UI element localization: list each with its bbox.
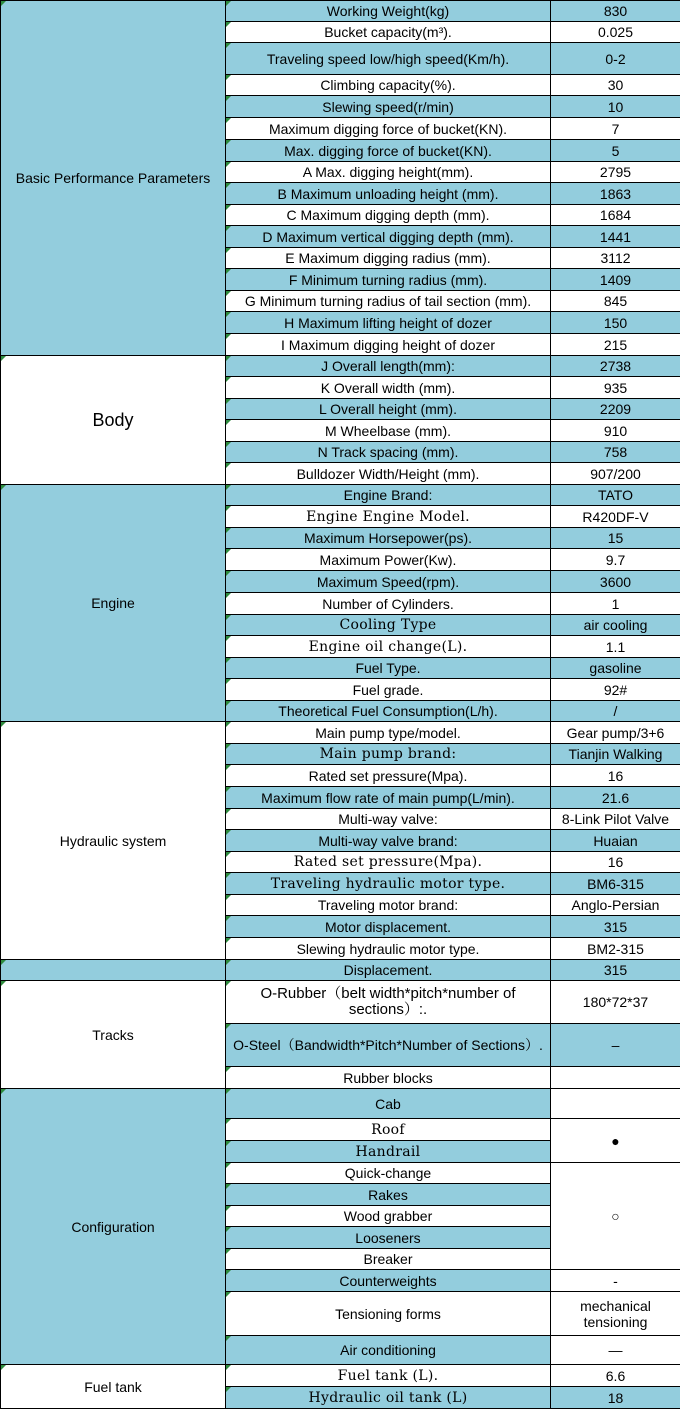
param-value: 845 [551, 291, 680, 312]
cell-corner-mark [226, 701, 231, 706]
param-value: Huaian [551, 830, 680, 852]
param-label: N Track spacing (mm). [226, 442, 551, 463]
cell-corner-mark [226, 205, 231, 210]
cell-corner-mark [226, 528, 231, 533]
param-label: Rated set pressure(Mpa). [226, 765, 551, 787]
param-label: Quick-change [226, 1163, 551, 1184]
cell-corner-mark [226, 571, 231, 576]
param-label: Rubber blocks [226, 1067, 551, 1089]
param-value: 6.6 [551, 1365, 680, 1387]
param-value: 830 [551, 1, 680, 22]
cell-corner-mark [226, 852, 231, 857]
param-label: Fuel tank (L). [226, 1365, 551, 1387]
param-label: Looseners [226, 1227, 551, 1249]
cell-corner-mark [226, 895, 231, 900]
cell-corner-mark [226, 787, 231, 792]
param-label: Fuel Type. [226, 658, 551, 679]
table-row [1, 1089, 680, 1119]
param-label: Traveling hydraulic motor type. [226, 873, 551, 895]
param-value: 1441 [551, 226, 680, 248]
cell-corner-mark [226, 1387, 231, 1392]
table-row [1, 1365, 680, 1387]
param-value: — [551, 1336, 680, 1365]
param-label: A Max. digging height(mm). [226, 162, 551, 183]
param-label: G Minimum turning radius of tail section (mm). [226, 291, 551, 312]
param-value [551, 1089, 680, 1119]
cell-corner-mark [226, 981, 231, 986]
cell-corner-mark [226, 1292, 231, 1297]
param-value: / [551, 701, 680, 722]
param-label: Max. digging force of bucket(KN). [226, 140, 551, 162]
param-value: 150 [551, 312, 680, 334]
cell-corner-mark [226, 1270, 231, 1275]
param-value: 2795 [551, 162, 680, 183]
cell-corner-mark [226, 1365, 231, 1370]
cell-corner-mark [226, 377, 231, 382]
cell-corner-mark [226, 960, 231, 965]
param-label: Main pump brand: [226, 744, 551, 765]
cell-corner-mark [226, 248, 231, 253]
cell-corner-mark [1, 960, 6, 965]
param-value: 907/200 [551, 463, 680, 485]
param-label: D Maximum vertical digging depth (mm). [226, 226, 551, 248]
param-value: ● [551, 1119, 680, 1163]
cell-corner-mark [226, 1227, 231, 1232]
cell-corner-mark [226, 22, 231, 27]
param-value: 3600 [551, 571, 680, 593]
param-value: 5 [551, 140, 680, 162]
cell-corner-mark [226, 809, 231, 814]
cell-corner-mark [1, 722, 6, 727]
param-label: L Overall height (mm). [226, 399, 551, 420]
param-label: Handrail [226, 1141, 551, 1163]
cell-corner-mark [226, 485, 231, 490]
param-value: 0.025 [551, 22, 680, 43]
param-label: Main pump type/model. [226, 722, 551, 744]
param-label: O-Rubber（belt width*pitch*number of sections）:. [226, 981, 551, 1024]
param-value: 935 [551, 377, 680, 399]
cell-corner-mark [1, 981, 6, 986]
param-value: 3112 [551, 248, 680, 269]
cell-corner-mark [1, 1089, 6, 1094]
param-label: I Maximum digging height of dozer [226, 334, 551, 356]
cell-corner-mark [1, 485, 6, 490]
param-label: Engine Engine Model. [226, 506, 551, 528]
param-value: Anglo-Persian [551, 895, 680, 916]
cell-corner-mark [226, 162, 231, 167]
cell-corner-mark [226, 722, 231, 727]
param-value: Gear pump/3+6 [551, 722, 680, 744]
param-label: Maximum digging force of bucket(KN). [226, 118, 551, 140]
category-cell: Basic Performance Parameters [1, 1, 226, 356]
table-row [1, 722, 680, 744]
param-label: Traveling motor brand: [226, 895, 551, 916]
cell-corner-mark [226, 549, 231, 554]
param-label: Breaker [226, 1249, 551, 1270]
cell-corner-mark [226, 334, 231, 339]
cell-corner-mark [226, 140, 231, 145]
cell-corner-mark [226, 1163, 231, 1168]
param-value: 30 [551, 75, 680, 96]
param-value: 1 [551, 593, 680, 615]
cell-corner-mark [226, 1024, 231, 1029]
param-label: Bucket capacity(m³). [226, 22, 551, 43]
param-value: 7 [551, 118, 680, 140]
cell-corner-mark [226, 1089, 231, 1094]
param-label: Roof [226, 1119, 551, 1141]
param-value: mechanical tensioning [551, 1292, 680, 1336]
param-value: 315 [551, 960, 680, 981]
cell-corner-mark [226, 679, 231, 684]
cell-corner-mark [226, 442, 231, 447]
cell-corner-mark [226, 916, 231, 921]
param-label: Maximum Speed(rpm). [226, 571, 551, 593]
param-label: F Minimum turning radius (mm). [226, 269, 551, 291]
cell-corner-mark [226, 75, 231, 80]
cell-corner-mark [226, 1119, 231, 1124]
param-label: Tensioning forms [226, 1292, 551, 1336]
table-row [1, 960, 680, 981]
param-label: Fuel grade. [226, 679, 551, 701]
cell-corner-mark [226, 1249, 231, 1254]
category-cell: Engine [1, 485, 226, 722]
param-label: Traveling speed low/high speed(Km/h). [226, 43, 551, 75]
param-value: gasoline [551, 658, 680, 679]
param-value: 16 [551, 852, 680, 873]
param-label: Engine Brand: [226, 485, 551, 506]
param-label: Displacement. [226, 960, 551, 981]
param-value: 21.6 [551, 787, 680, 809]
category-cell: Hydraulic system [1, 722, 226, 960]
param-value: 180*72*37 [551, 981, 680, 1024]
cell-corner-mark [226, 506, 231, 511]
param-value: - [551, 1270, 680, 1292]
cell-corner-mark [226, 1, 231, 6]
param-value [551, 1067, 680, 1089]
param-label: Slewing speed(r/min) [226, 96, 551, 118]
param-value: 2209 [551, 399, 680, 420]
cell-corner-mark [226, 938, 231, 943]
cell-corner-mark [226, 615, 231, 620]
cell-corner-mark [226, 356, 231, 361]
param-value: ○ [551, 1163, 680, 1270]
param-value: 10 [551, 96, 680, 118]
category-cell: Tracks [1, 981, 226, 1089]
cell-corner-mark [226, 1067, 231, 1072]
cell-corner-mark [226, 1184, 231, 1189]
param-label: Maximum flow rate of main pump(L/min). [226, 787, 551, 809]
cell-corner-mark [226, 463, 231, 468]
param-value: 910 [551, 420, 680, 442]
param-label: Cooling Type [226, 615, 551, 636]
cell-corner-mark [226, 658, 231, 663]
param-label: B Maximum unloading height (mm). [226, 183, 551, 205]
param-value: 15 [551, 528, 680, 549]
param-label: Number of Cylinders. [226, 593, 551, 615]
param-value: 758 [551, 442, 680, 463]
cell-corner-mark [1, 1, 6, 6]
cell-corner-mark [226, 1206, 231, 1211]
cell-corner-mark [226, 118, 231, 123]
cell-corner-mark [226, 420, 231, 425]
param-label: Working Weight(kg) [226, 1, 551, 22]
table-row [1, 356, 680, 377]
param-label: E Maximum digging radius (mm). [226, 248, 551, 269]
cell-corner-mark [226, 226, 231, 231]
param-value: 1684 [551, 205, 680, 226]
cell-corner-mark [226, 269, 231, 274]
param-value: TATO [551, 485, 680, 506]
param-value: 92# [551, 679, 680, 701]
cell-corner-mark [226, 636, 231, 641]
param-value: air cooling [551, 615, 680, 636]
param-label: H Maximum lifting height of dozer [226, 312, 551, 334]
cell-corner-mark [1, 1365, 6, 1370]
cell-corner-mark [226, 830, 231, 835]
param-value: 215 [551, 334, 680, 356]
param-label: K Overall width (mm). [226, 377, 551, 399]
param-label: M Wheelbase (mm). [226, 420, 551, 442]
param-label: Multi-way valve: [226, 809, 551, 830]
cell-corner-mark [226, 312, 231, 317]
param-label: O-Steel（Bandwidth*Pitch*Number of Sections）. [226, 1024, 551, 1067]
param-label: Rakes [226, 1184, 551, 1206]
cell-corner-mark [226, 873, 231, 878]
param-value: BM2-315 [551, 938, 680, 960]
param-value: 16 [551, 765, 680, 787]
category-cell [1, 960, 226, 981]
table-row [1, 1, 680, 22]
param-label: Cab [226, 1089, 551, 1119]
param-label: Air conditioning [226, 1336, 551, 1365]
param-value: 8-Link Pilot Valve [551, 809, 680, 830]
cell-corner-mark [1, 356, 6, 361]
param-value: 1409 [551, 269, 680, 291]
param-label: Rated set pressure(Mpa). [226, 852, 551, 873]
param-value: 315 [551, 916, 680, 938]
cell-corner-mark [226, 744, 231, 749]
param-value: 0-2 [551, 43, 680, 75]
param-label: Engine oil change(L). [226, 636, 551, 658]
table-row [1, 981, 680, 1024]
param-label: Theoretical Fuel Consumption(L/h). [226, 701, 551, 722]
param-value: 2738 [551, 356, 680, 377]
param-value: 18 [551, 1387, 680, 1409]
param-value: 1863 [551, 183, 680, 205]
param-label: J Overall length(mm): [226, 356, 551, 377]
param-label: Climbing capacity(%). [226, 75, 551, 96]
cell-corner-mark [226, 399, 231, 404]
param-label: C Maximum digging depth (mm). [226, 205, 551, 226]
param-label: Maximum Power(Kw). [226, 549, 551, 571]
category-cell: Body [1, 356, 226, 485]
param-label: Slewing hydraulic motor type. [226, 938, 551, 960]
param-value: 1.1 [551, 636, 680, 658]
param-value: BM6-315 [551, 873, 680, 895]
table-row [1, 485, 680, 506]
cell-corner-mark [226, 291, 231, 296]
cell-corner-mark [226, 593, 231, 598]
category-cell: Configuration [1, 1089, 226, 1365]
param-label: Hydraulic oil tank (L) [226, 1387, 551, 1409]
param-value: – [551, 1024, 680, 1067]
param-label: Counterweights [226, 1270, 551, 1292]
cell-corner-mark [226, 43, 231, 48]
param-label: Motor displacement. [226, 916, 551, 938]
param-label: Maximum Horsepower(ps). [226, 528, 551, 549]
cell-corner-mark [226, 96, 231, 101]
cell-corner-mark [226, 1141, 231, 1146]
cell-corner-mark [226, 765, 231, 770]
param-label: Multi-way valve brand: [226, 830, 551, 852]
param-value: Tianjin Walking [551, 744, 680, 765]
cell-corner-mark [226, 1336, 231, 1341]
param-label: Wood grabber [226, 1206, 551, 1227]
param-value: R420DF-V [551, 506, 680, 528]
param-label: Bulldozer Width/Height (mm). [226, 463, 551, 485]
category-cell: Fuel tank [1, 1365, 226, 1409]
param-value: 9.7 [551, 549, 680, 571]
cell-corner-mark [226, 183, 231, 188]
